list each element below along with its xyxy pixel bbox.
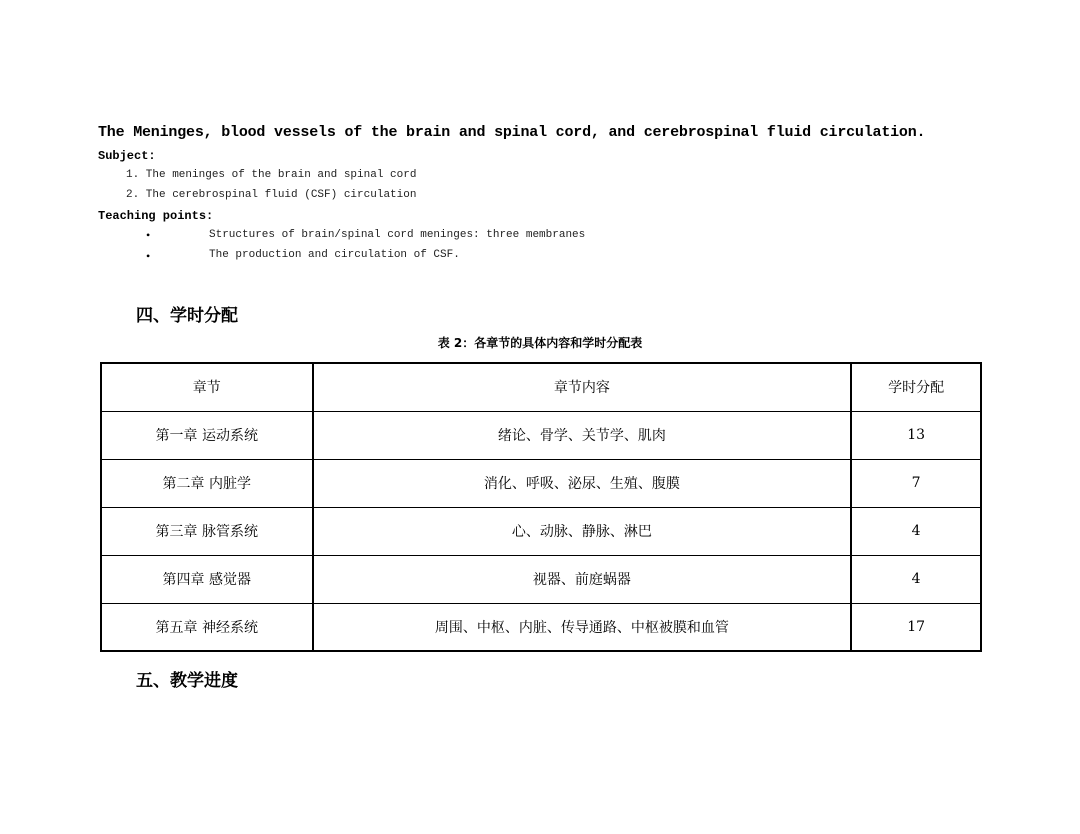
cell-chapter: 第一章 运动系统 (101, 411, 313, 459)
teaching-point-item: Structures of brain/spinal cord meninges: three membranes (209, 229, 586, 241)
cell-hours: 4 (851, 507, 981, 555)
table-row (101, 411, 981, 459)
cell-content: 心、动脉、静脉、淋巴 (313, 507, 852, 555)
cell-content: 消化、呼吸、泌尿、生殖、腹膜 (313, 459, 852, 507)
cell-chapter: 第五章 神经系统 (101, 603, 313, 651)
lesson-title: The Meninges, blood vessels of the brain and spinal cord, and cerebrospinal fluid circulation. (98, 124, 926, 141)
header-chapter: 章节 (101, 363, 313, 411)
header-content: 章节内容 (313, 363, 852, 411)
cell-chapter: 第二章 内脏学 (101, 459, 313, 507)
cell-chapter: 第四章 感觉器 (101, 555, 313, 603)
section-heading-hours: 四、学时分配 (136, 306, 238, 326)
cell-chapter: 第三章 脉管系统 (101, 507, 313, 555)
table-row (101, 459, 981, 507)
section-heading-schedule: 五、教学进度 (136, 671, 238, 691)
cell-hours: 17 (851, 603, 981, 651)
cell-hours: 7 (851, 459, 981, 507)
bullet-icon: • (146, 228, 151, 242)
hours-allocation-table (100, 362, 982, 652)
header-hours: 学时分配 (851, 363, 981, 411)
cell-content: 周围、中枢、内脏、传导通路、中枢被膜和血管 (313, 603, 852, 651)
table-caption: 表 2：各章节的具体内容和学时分配表 (437, 336, 643, 350)
table-row (101, 507, 981, 555)
cell-hours: 13 (851, 411, 981, 459)
table-row (101, 603, 981, 651)
subject-item: 1. The meninges of the brain and spinal cord (126, 169, 417, 181)
bullet-icon: • (146, 249, 151, 263)
cell-hours: 4 (851, 555, 981, 603)
teaching-point-item: The production and circulation of CSF. (209, 249, 460, 261)
table-row (101, 555, 981, 603)
table-header-row (101, 363, 981, 411)
cell-content: 绪论、骨学、关节学、肌肉 (313, 411, 852, 459)
teaching-points-label: Teaching points: (98, 209, 214, 223)
cell-content: 视器、前庭蜗器 (313, 555, 852, 603)
subject-item: 2. The cerebrospinal fluid (CSF) circulation (126, 189, 417, 201)
subject-label: Subject: (98, 149, 156, 163)
